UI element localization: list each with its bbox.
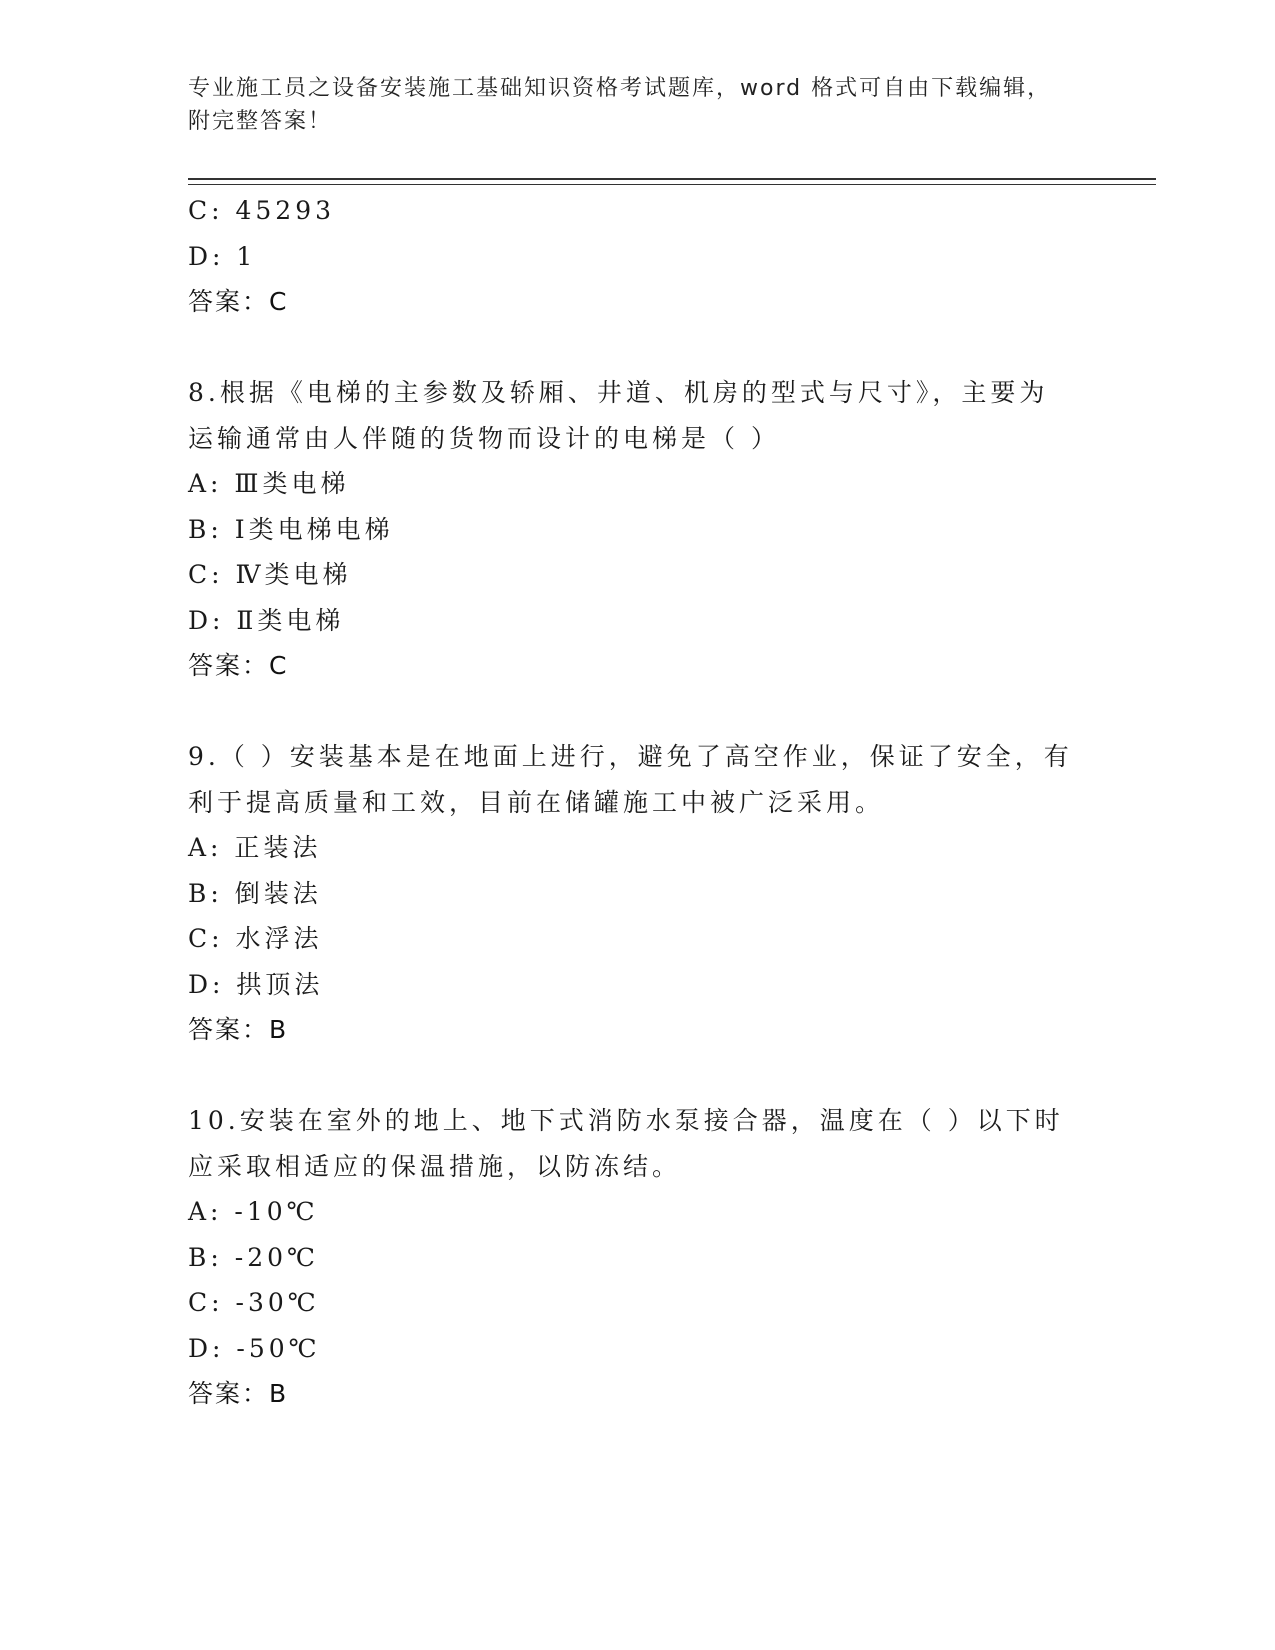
document-header bbox=[188, 72, 1088, 138]
question-stem: 9.（ ）安装基本是在地面上进行，避免了高空作业，保证了安全，有 bbox=[188, 742, 1073, 771]
spacer bbox=[188, 689, 1088, 735]
option-b: B: 倒装法 bbox=[188, 878, 322, 908]
answer: 答案：B bbox=[188, 1379, 289, 1408]
question-8 bbox=[188, 370, 1088, 689]
answer: 答案：C bbox=[188, 287, 289, 316]
question-10 bbox=[188, 1098, 1088, 1417]
option-b: B: -20℃ bbox=[188, 1242, 319, 1272]
header-line-1: 专业施工员之设备安装施工基础知识资格考试题库，word 格式可自由下载编辑， bbox=[188, 76, 1052, 101]
question-stem: 利于提高质量和工效，目前在储罐施工中被广泛采用。 bbox=[188, 787, 885, 817]
option-c: C: 45293 bbox=[188, 196, 336, 225]
option-c: C: -30℃ bbox=[188, 1288, 320, 1317]
option-a: A: -10℃ bbox=[188, 1197, 319, 1226]
spacer bbox=[188, 1053, 1088, 1099]
option-a: A: Ⅲ类电梯 bbox=[188, 469, 350, 498]
question-stem: 10.安装在室外的地上、地下式消防水泵接合器，温度在（ ）以下时 bbox=[188, 1106, 1064, 1135]
answer: 答案：C bbox=[188, 651, 289, 680]
option-d: D: -50℃ bbox=[188, 1333, 321, 1363]
header-divider-thick bbox=[188, 178, 1156, 180]
document-body bbox=[188, 188, 1088, 1417]
header-line-2: 附完整答案！ bbox=[188, 109, 333, 134]
question-stem: 应采取相适应的保温措施，以防冻结。 bbox=[188, 1151, 682, 1181]
option-d: D: Ⅱ类电梯 bbox=[188, 605, 345, 635]
spacer bbox=[188, 325, 1088, 371]
option-c: C: Ⅳ类电梯 bbox=[188, 560, 352, 589]
option-d: D: 1 bbox=[188, 241, 257, 271]
answer: 答案：B bbox=[188, 1015, 289, 1044]
question-stem: 运输通常由人伴随的货物而设计的电梯是（ ） bbox=[188, 423, 780, 453]
question-7-partial bbox=[188, 188, 1088, 325]
header-divider-thin bbox=[188, 184, 1156, 185]
option-a: A: 正装法 bbox=[188, 833, 322, 862]
option-d: D: 拱顶法 bbox=[188, 969, 324, 999]
option-c: C: 水浮法 bbox=[188, 924, 323, 953]
question-9 bbox=[188, 734, 1088, 1053]
question-stem: 8.根据《电梯的主参数及轿厢、井道、机房的型式与尺寸》，主要为 bbox=[188, 378, 1049, 407]
option-b: B: Ⅰ类电梯电梯 bbox=[188, 514, 394, 544]
